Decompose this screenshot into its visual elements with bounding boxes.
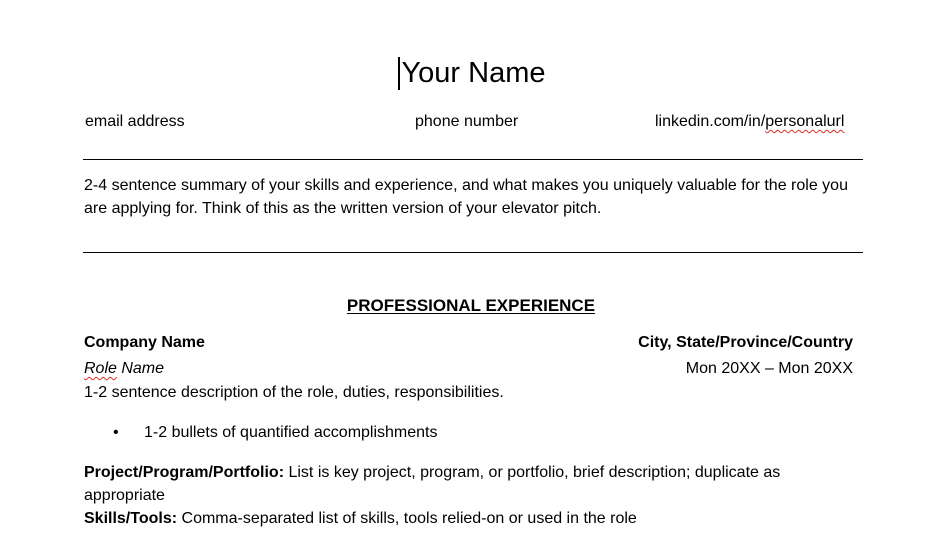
project-text: List is key project, program, or portfolio, brief description; duplicate as appropriate: [84, 464, 781, 504]
role-rest: Name: [116, 360, 165, 377]
skills-text: Comma-separated list of skills, tools relied-on or used in the role: [177, 510, 637, 527]
email-address[interactable]: email address: [85, 113, 185, 130]
role-first-word-misspelled[interactable]: Role: [84, 360, 117, 377]
phone-number[interactable]: phone number: [415, 113, 519, 130]
role-description[interactable]: 1-2 sentence description of the role, duties, responsibilities.: [84, 384, 504, 401]
linkedin-suffix-misspelled[interactable]: personalurl: [765, 113, 845, 130]
linkedin-url[interactable]: [655, 112, 844, 132]
section-title-experience[interactable]: PROFESSIONAL EXPERIENCE: [346, 296, 596, 315]
divider-bottom: [83, 252, 863, 253]
role-name[interactable]: [84, 359, 164, 379]
company-name[interactable]: Company Name: [84, 334, 205, 351]
name-heading[interactable]: [0, 55, 944, 91]
skills-line[interactable]: [84, 507, 854, 530]
summary-paragraph[interactable]: 2-4 sentence summary of your skills and experience, and what makes you uniquely valuable for the role you are applying for. Think of this as the written version of your elevator pitch.: [84, 177, 848, 217]
job-location[interactable]: City, State/Province/Country: [638, 334, 853, 351]
linkedin-prefix: linkedin.com/in/: [655, 113, 766, 130]
name-text[interactable]: Your Name: [401, 57, 546, 89]
divider-top: [83, 159, 863, 160]
bullet-marker: •: [113, 424, 119, 441]
job-dates[interactable]: Mon 20XX – Mon 20XX: [685, 360, 853, 377]
skills-label: Skills/Tools:: [84, 510, 178, 527]
project-label: Project/Program/Portfolio:: [84, 464, 285, 481]
project-line[interactable]: [84, 461, 854, 507]
bullet-item[interactable]: 1-2 bullets of quantified accomplishments: [144, 424, 438, 441]
